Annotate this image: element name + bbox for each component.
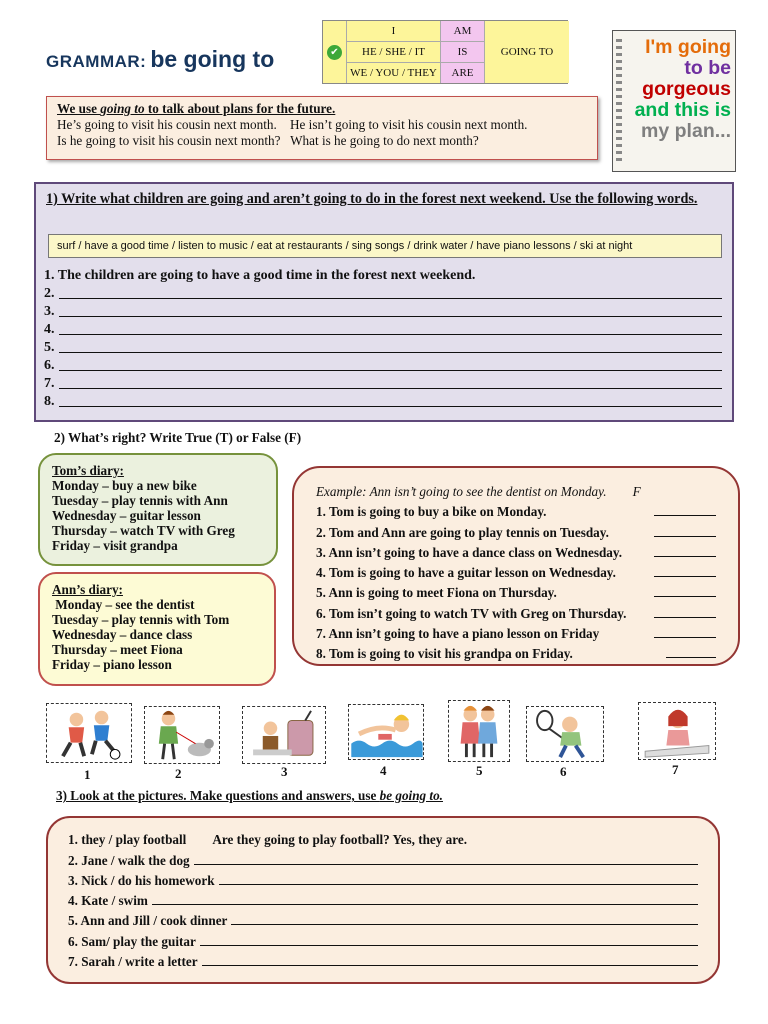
football-players-icon	[46, 703, 132, 763]
grammar-table	[322, 20, 568, 84]
diary-entry: Thursday – watch TV with Greg	[52, 523, 235, 538]
plan-line: and this is	[634, 99, 731, 121]
intro-heading: We use going to to talk about plans for the future.	[57, 101, 336, 116]
page-title	[46, 46, 274, 73]
tf-statement[interactable]: 4. Tom is going to have a guitar lesson on Wednesday.	[316, 563, 716, 583]
diary-entry: Monday – buy a new bike	[52, 478, 197, 493]
tf-example-answer: F	[632, 484, 641, 499]
title-topic: be going to	[150, 46, 275, 72]
tf-answer-blank	[654, 543, 716, 557]
tf-answer-blank	[666, 644, 716, 658]
girls-cooking-icon	[448, 700, 510, 762]
picture-number: 7	[672, 762, 679, 777]
picture-number: 3	[281, 764, 288, 779]
exercise-3-question: 3) Look at the pictures. Make questions and answers, use be going to.	[56, 788, 443, 803]
diary-entry: Monday – see the dentist	[52, 597, 195, 612]
answer-line[interactable]: 7.	[44, 374, 722, 392]
tf-statement[interactable]: 6. Tom isn’t going to watch TV with Greg on Thursday.	[316, 604, 716, 624]
pronoun-cell: HE / SHE / IT	[347, 42, 441, 63]
answer-line[interactable]: 6.	[44, 356, 722, 374]
prompt-line[interactable]: 2. Jane / walk the dog	[68, 848, 698, 868]
tf-answer-blank	[654, 502, 716, 516]
tf-statement[interactable]: 7. Ann isn’t going to have a piano lesson on Friday	[316, 624, 716, 644]
pronoun-cell: I	[347, 21, 441, 42]
diary-entry: Wednesday – guitar lesson	[52, 508, 201, 523]
notebook-rings-icon	[616, 39, 622, 163]
intro-example-1: He’s going to visit his cousin next month. He isn’t going to visit his cousin next month.	[57, 117, 528, 132]
answer-line[interactable]: 8.	[44, 392, 722, 410]
prompt-line[interactable]: 7. Sarah / write a letter	[68, 950, 698, 970]
intro-example-2: Is he going to visit his cousin next month? What is he going to do next month?	[57, 133, 479, 148]
tf-answer-blank	[654, 624, 716, 638]
verb-cell: IS	[441, 42, 485, 63]
diary-title: Tom’s diary:	[52, 463, 124, 478]
tf-statement[interactable]: 3. Ann isn’t going to have a dance class on Wednesday.	[316, 543, 716, 563]
tf-statement[interactable]: 5. Ann is going to meet Fiona on Thursday.	[316, 583, 716, 603]
diary-entry: Tuesday – play tennis with Tom	[52, 612, 230, 627]
picture-number: 2	[175, 766, 182, 781]
answer-line[interactable]: 3.	[44, 302, 722, 320]
going-to-cell: GOING TO	[485, 21, 569, 83]
tf-statement[interactable]: 8. Tom is going to visit his grandpa on Friday.	[316, 644, 716, 664]
exercise-1-question: 1) Write what children are going and aren’t going to do in the forest next weekend. Use the following words.	[46, 191, 698, 207]
picture-number: 1	[84, 767, 91, 782]
answer-lines	[44, 266, 722, 410]
picture-number: 5	[476, 763, 483, 778]
true-false-box	[292, 466, 740, 666]
swimmer-icon	[348, 704, 424, 760]
diary-title: Ann’s diary:	[52, 582, 123, 597]
diary-entry: Friday – piano lesson	[52, 657, 172, 672]
boy-tennis-icon	[526, 706, 604, 762]
girl-walking-dog-icon	[144, 706, 220, 764]
tf-example: Example: Ann isn’t going to see the dentist on Monday. F	[316, 482, 716, 502]
title-grammar: GRAMMAR:	[46, 52, 147, 71]
check-icon: ✔	[323, 21, 347, 83]
plan-line: to be	[684, 57, 731, 79]
tf-statement[interactable]: 1. Tom is going to buy a bike on Monday.	[316, 502, 716, 522]
intro-box	[46, 96, 598, 160]
boy-homework-icon	[242, 706, 326, 764]
tf-answer-blank	[654, 563, 716, 577]
exercise-3-box	[46, 816, 720, 984]
diary-entry: Wednesday – dance class	[52, 627, 193, 642]
word-bank: surf / have a good time / listen to music / eat at restaurants / sing songs / drink water / have piano lessons / ski at night	[48, 234, 722, 258]
tf-statement[interactable]: 2. Tom and Ann are going to play tennis on Tuesday.	[316, 523, 716, 543]
answer-line[interactable]: 4.	[44, 320, 722, 338]
prompt-line[interactable]: 6. Sam/ play the guitar	[68, 929, 698, 949]
picture-number: 4	[380, 763, 387, 778]
tf-answer-blank	[654, 604, 716, 618]
tf-answer-blank	[654, 583, 716, 597]
example-sentence: 1. The children are going to have a good time in the forest next weekend.	[44, 268, 476, 283]
plan-line: I'm going	[645, 36, 731, 58]
verb-cell: AM	[441, 21, 485, 42]
ann-diary	[38, 572, 276, 686]
diary-entry: Tuesday – play tennis with Ann	[52, 493, 228, 508]
girl-writing-letter-icon	[638, 702, 716, 760]
answer-line[interactable]: 2.	[44, 284, 722, 302]
prompt-line[interactable]: 3. Nick / do his homework	[68, 869, 698, 889]
verb-cell: ARE	[441, 63, 485, 83]
diary-entry: Friday – visit grandpa	[52, 538, 178, 553]
plan-line: my plan...	[641, 120, 731, 142]
pronoun-cell: WE / YOU / THEY	[347, 63, 441, 83]
diary-entry: Thursday – meet Fiona	[52, 642, 183, 657]
tom-diary	[38, 453, 278, 566]
exercise-1	[34, 182, 734, 422]
tf-answer-blank	[654, 523, 716, 537]
prompt-line[interactable]: 4. Kate / swim	[68, 889, 698, 909]
exercise-2-question: 2) What’s right? Write True (T) or False (F)	[54, 430, 302, 445]
example-prompt: 1. they / play football Are they going to play football? Yes, they are.	[68, 832, 468, 848]
prompt-line[interactable]: 5. Ann and Jill / cook dinner	[68, 909, 698, 929]
picture-number: 6	[560, 764, 567, 779]
plan-line: gorgeous	[642, 78, 731, 100]
answer-line[interactable]: 5.	[44, 338, 722, 356]
example-answer: Are they going to play football? Yes, they are.	[212, 832, 468, 848]
plan-notebook-image	[612, 30, 736, 172]
